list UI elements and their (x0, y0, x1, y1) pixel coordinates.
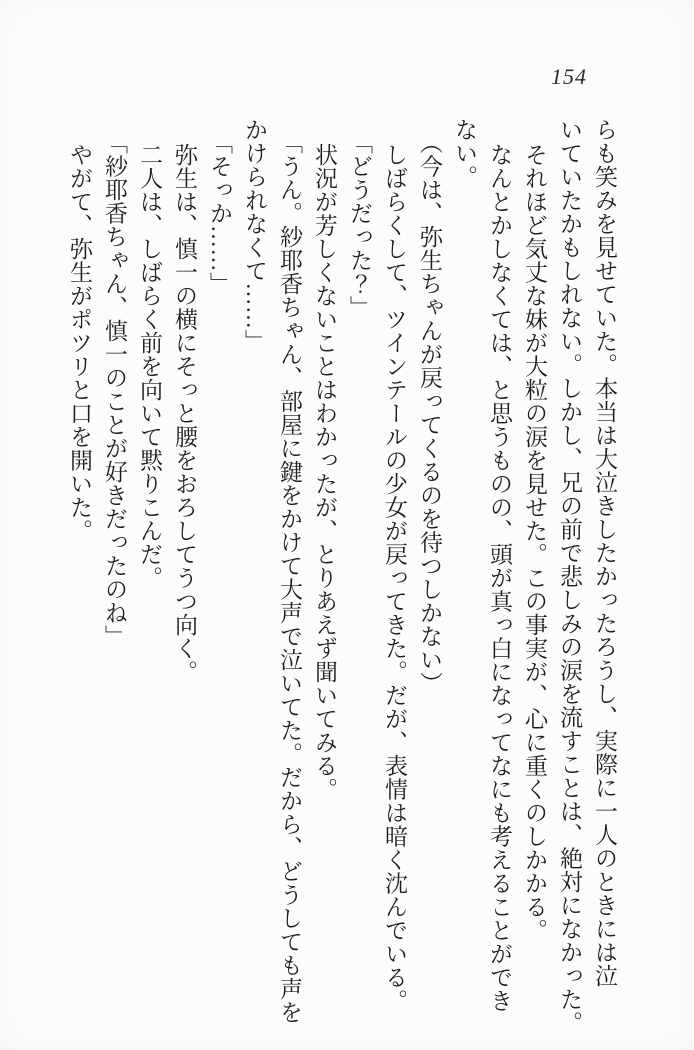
text-line: 状況が芳しくないことはわかったが、とりあえず聞いてみる。 (312, 143, 337, 802)
text-line: やがて、弥生がポツリと口を開いた。 (67, 143, 92, 543)
text-line: 二人は、しばらく前を向いて黙りこんだ。 (137, 143, 162, 590)
text-line: 「どうだった？」 (347, 130, 372, 319)
text-line: 「紗耶香ちゃん、慎一のことが好きだったのね」 (102, 130, 127, 648)
text-line: （今は、弥生ちゃんが戻ってくるのを待つしかない） (417, 130, 442, 695)
text-line: かけられなくて……」 (242, 118, 267, 353)
vertical-text-block (60, 118, 622, 1035)
text-line: 「そっか……」 (207, 130, 232, 296)
text-line: 弥生は、慎一の横にそっと腰をおろしてうつ向く。 (172, 143, 197, 684)
text-line: なんとかしなくては、と思うものの、頭が真っ白になってなにも考えることができ (487, 143, 512, 1013)
page-number: 154 (551, 64, 587, 89)
text-line: らも笑みを見せていた。本当は大泣きしたかったろうし、実際に一人のときには泣 (592, 118, 617, 988)
text-line: 「うん。紗耶香ちゃん、部屋に鍵をかけて大声で泣いてた。だから、どうしても声を (277, 130, 302, 1024)
text-line: ない。 (452, 118, 477, 189)
text-line: いていたかもしれない。しかし、兄の前で悲しみの涙を流すことは、絶対になかった。 (557, 118, 582, 1035)
text-line: それほど気丈な妹が大粒の涙を見せた。この事実が、心に重くのしかかる。 (522, 143, 547, 943)
text-line: しばらくして、ツインテールの少女が戻ってきた。だが、表情は暗く沈んでいる。 (382, 143, 407, 1013)
